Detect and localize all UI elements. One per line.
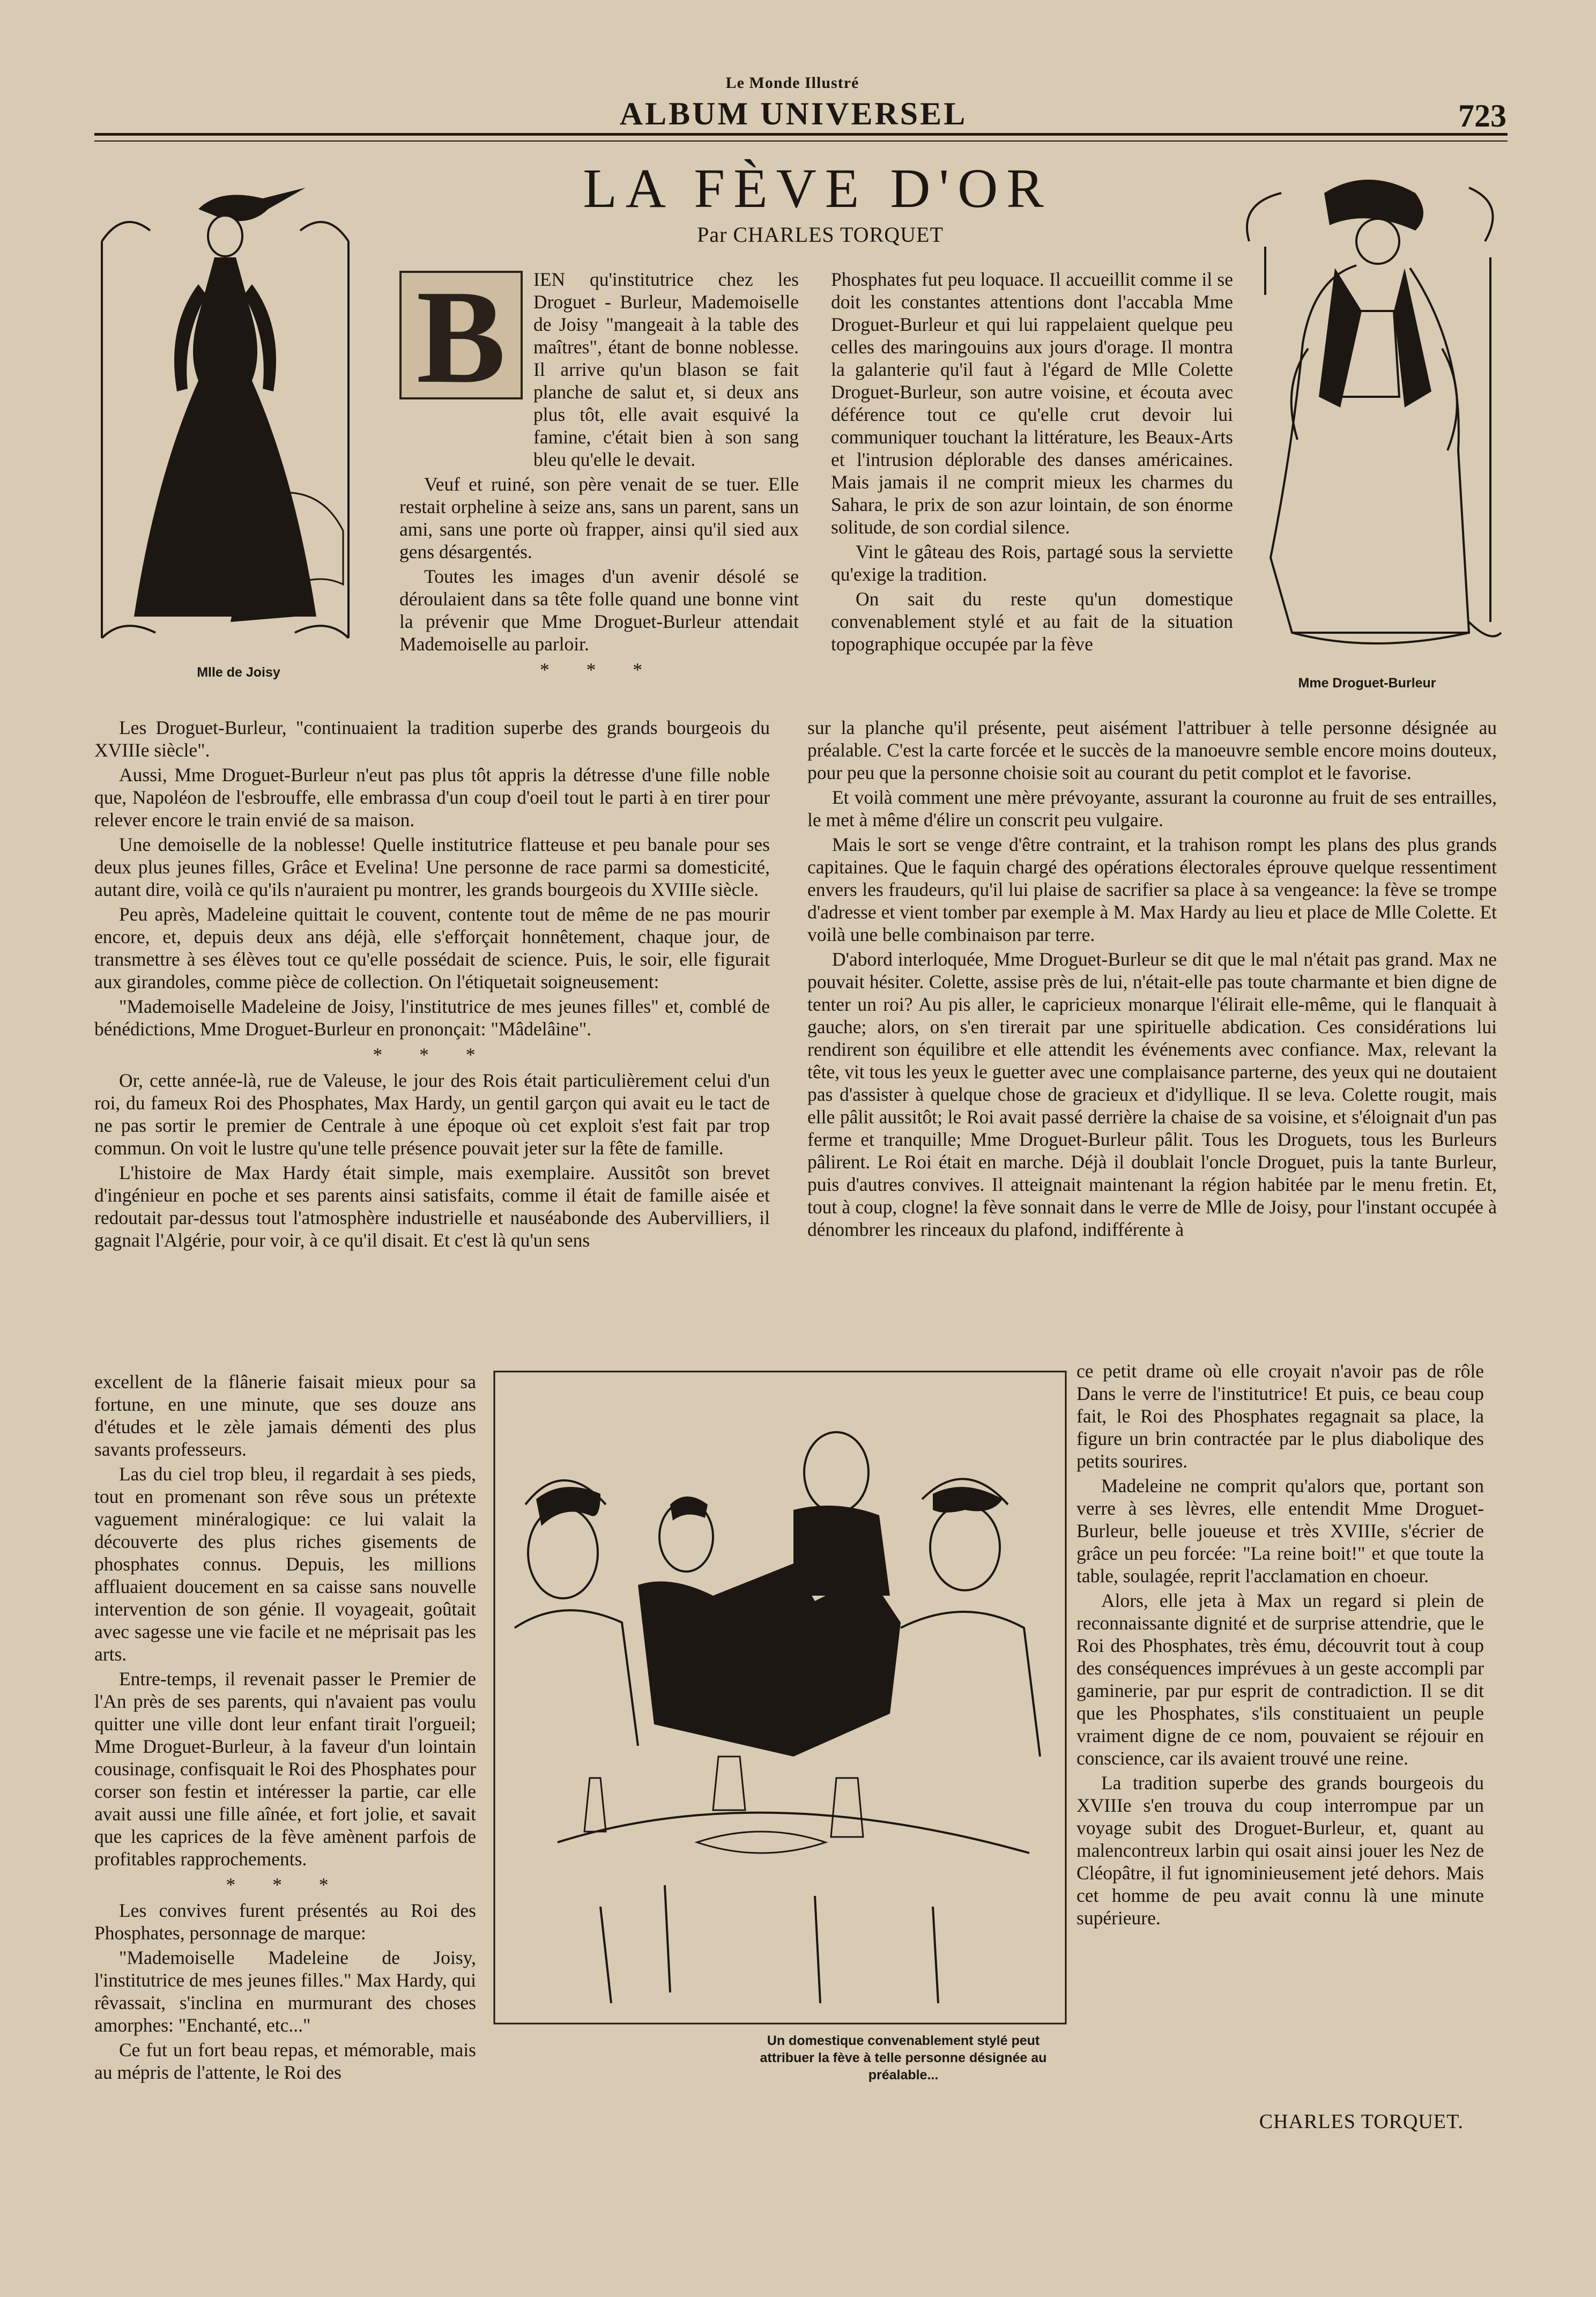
caption-center: Un domestique convenablement stylé peut attribuer la fève à telle personne désignée au préalable... [760, 2033, 1047, 2083]
lead-para-2: Veuf et ruiné, son père venait de se tuer. Elle restait orpheline à seize ans, sans un parent, sans un ami, sans une porte où frapper, ainsi qu'il sied aux gens désargentés. [399, 473, 799, 562]
column-mid-right [831, 268, 1233, 657]
section-break: * * * [373, 1044, 492, 1065]
left-narrow-para-4: Les convives furent présentés au Roi des Phosphates, personnage de marque: [94, 1900, 476, 1944]
masthead-title: ALBUM UNIVERSEL [619, 96, 968, 131]
column-lead [399, 268, 799, 684]
left-narrow-para-5: "Mademoiselle Madeleine de Joisy, l'institutrice de mes jeunes filles." Max Hardy, qui rêvassait, s'inclina en murmurant des choses amorphes: "Enchanté, etc..." [94, 1947, 476, 2036]
column-right [807, 716, 1497, 1243]
masthead-supertitle: Le Monde Illustré [725, 74, 859, 92]
header-rule-thick [94, 133, 1508, 136]
right-narrow-para-2: Madeleine ne comprit qu'alors que, portant son verre à ses lèvres, elle entendit Mme Droguet-Burleur, belle joueuse et très XVIIIe, s'écrier de grâce un peu forcée: "La reine boit!" et que toute la table, soulagée, reprit l'acclamation en choeur. [1077, 1475, 1484, 1587]
illustration-mme-droguet-burleur [1233, 172, 1512, 665]
left-para-5: "Mademoiselle Madeleine de Joisy, l'institutrice de mes jeunes filles" et, comblé de bénédictions, Mme Droguet-Burleur en prononçait: "Mâdelâine". [94, 996, 770, 1040]
mid-right-para-3: On sait du reste qu'un domestique convenablement stylé et au fait de la situation topographique occupée par la fève [831, 588, 1233, 655]
right-narrow-para-3: Alors, elle jeta à Max un regard si plein de reconnaissante dignité et de surprise attendrie, que le Roi des Phosphates, très ému, découvrit tout à coup des conséquences imprévues à un geste accompli par gaminerie, par pur esprit de contradiction. Il se dit que les Phosphates, s'ils constituaient un peuple vraiment digne de ce nom, pouvaient se réjouir en conscience, car ils avaient trouvé une reine. [1077, 1590, 1484, 1769]
section-break: * * * [540, 659, 658, 680]
illustration-dinner-scene [493, 1370, 1067, 2025]
section-break: * * * [226, 1874, 345, 1895]
left-para-6: Or, cette année-là, rue de Valeuse, le jour des Rois était particulièrement celui d'un roi, du fameux Roi des Phosphates, Max Hardy, un gentil garçon qui avait eu le tact de ne pas sortir le premier de Centrale à une époque où cet exploit s'est fait par trop commun. On voit le lustre qu'une telle présence pouvait jeter sur la fête de famille. [94, 1070, 770, 1159]
drop-cap: B [399, 271, 523, 399]
lead-para-1: IEN qu'institutrice chez les Droguet - Burleur, Mademoiselle de Joisy "mangeait à la table des maîtres", étant de bonne noblesse. Il arrive qu'un blason se fait planche de salut et, si deux ans plus tôt, elle avait esquivé la famine, c'était bien à son sang bleu qu'elle le devait. [533, 269, 799, 470]
article-signature: CHARLES TORQUET. [1259, 2110, 1464, 2133]
left-para-1: Les Droguet-Burleur, "continuaient la tradition superbe des grands bourgeois du XVIIIe siècle". [94, 717, 770, 761]
left-narrow-para-3: Entre-temps, il revenait passer le Premier de l'An près de ses parents, qui n'avaient pas voulu quitter une ville dont leur enfant tirait l'orgueil; Mme Droguet-Burleur, à la faveur d'un lointain cousinage, confisquait le Roi des Phosphates pour corser son festin et intéresser la partie, car elle avait aussi une fille aînée, et fort jolie, et savait que les caprices de la fève amènent parfois de profitables rapprochements. [94, 1668, 476, 1870]
lead-para-3: Toutes les images d'un avenir désolé se déroulaient dans sa tête folle quand une bonne vint la prévenir que Mme Droguet-Burleur attendait Mademoiselle au parloir. [399, 566, 799, 655]
column-right-narrow [1077, 1360, 1484, 1931]
right-para-4: D'abord interloquée, Mme Droguet-Burleur se dit que le mal n'était pas grand. Max ne pouvait hésiter. Colette, assise près de lui, n'était-elle pas toute charmante et bien digne de tenter un roi? Au pis aller, le capricieux monarque l'élirait elle-même, qui le flanquait à gauche; alors, on s'en tirerait par une spirituelle abdication. Ces considérations lui rendirent son équilibre et elle attendit les événements avec confiance. Max, relevant la tête, vit tous les yeux le guetter avec une complaisance parterne, des yeux qui ne doutaient pas d'assister à quelque chose de gracieux et d'idyllique. Il se leva. Colette rougit, mais elle pâlit aussitôt; le Roi avait passé derrière la chaise de sa voisine, et s'éloignait d'un pas ferme et tranquille; Mme Droguet-Burleur pâlit. Tous les Droguets, tous les Burleurs pâlirent. Le Roi était en marche. Déjà il doublait l'oncle Droguet, puis la tante Burleur, puis d'autres convives. Il atteignait maintenant la région habitée par le menu fretin. Et, tout à coup, clogne! la fève sonnait dans le verre de Mlle de Joisy, pour l'instant occupée à dénombrer les rinceaux du plafond, indifférente à [807, 949, 1497, 1240]
column-left-narrow [94, 1370, 476, 2086]
column-left [94, 716, 770, 1254]
caption-right: Mme Droguet-Burleur [1298, 676, 1436, 691]
article-title: LA FÈVE D'OR [583, 158, 1052, 219]
right-narrow-para-4: La tradition superbe des grands bourgeois du XVIIIe s'en trouva du coup interrompue par un voyage subit des Droguet-Burleur, et, quant au malencontreux larbin qui osait ainsi jouer les Nez de Cléopâtre, il fut ignominieusement jeté dehors. Mais cet homme de peu avait connu là une minute supérieure. [1077, 1772, 1484, 1929]
right-narrow-para-1: ce petit drame où elle croyait n'avoir pas de rôle Dans le verre de l'institutrice! Et puis, ce beau coup fait, le Roi des Phosphates regagnait sa place, la figure un brin contractée par le plus diabolique des petits sourires. [1077, 1360, 1484, 1472]
page-number: 723 [1458, 98, 1506, 134]
left-narrow-para-6: Ce fut un fort beau repas, et mémorable, mais au mépris de l'attente, le Roi des [94, 2039, 476, 2083]
mid-right-para-1: Phosphates fut peu loquace. Il accueillit comme il se doit les constantes attentions dont l'accabla Mme Droguet-Burleur et qui lui rappelaient quelque peu celles des maringouins aux jours d'orage. Il montra la galanterie qu'il faut à l'égard de Mlle Colette Droguet-Burleur, son autre voisine, et écouta avec déférence tout ce qu'elle crut devoir lui communiquer touchant la littérature, les Beaux-Arts et l'intrusion déplorable des danses américaines. Mais jamais il ne comprit mieux les charmes du Sahara, le prix de son azur lointain, de son énorme solitude, de son cordial silence. [831, 269, 1233, 538]
right-para-2: Et voilà comment une mère prévoyante, assurant la couronne au fruit de ses entrailles, le met à même d'élire un conscrit peu vulgaire. [807, 787, 1497, 831]
left-narrow-para-1: excellent de la flânerie faisait mieux pour sa fortune, en une minute, que ses douze ans d'études et le zèle jamais démenti des plus savants professeurs. [94, 1371, 476, 1460]
left-narrow-para-2: Las du ciel trop bleu, il regardait à ses pieds, tout en promenant son rêve sous un prétexte vaguement minéralogique: ce lui valait la découverte des plus riches gisements de phosphates connus. Depuis, les millions affluaient doucement en sa caisse sans nouvelle intervention de son génie. Il voyageait, goûtait avec sagesse une vie facile et ne méprisait pas les arts. [94, 1463, 476, 1665]
right-para-3: Mais le sort se venge d'être contraint, et la trahison rompt les plans des plus grands capitaines. Que le faquin chargé des opérations électorales éprouve quelque ressentiment envers les fraudeurs, qu'il lui plaise de sacrifier sa place à sa vengeance: la fève se trompe d'adresse et vient tomber par exemple à M. Max Hardy au lieu et place de Mlle Colette. Et voilà une belle combinaison par terre. [807, 834, 1497, 945]
caption-left: Mlle de Joisy [197, 665, 280, 680]
header-rule-thin [94, 140, 1508, 142]
left-para-3: Une demoiselle de la noblesse! Quelle institutrice flatteuse et peu banale pour ses deux plus jeunes filles, Grâce et Evelina! Une personne de race parmi sa domesticité, autant dire, voilà ce qu'ils n'auraient pu montrer, les grands bourgeois du XVIIIe siècle. [94, 834, 770, 900]
article-byline: Par CHARLES TORQUET [697, 223, 944, 247]
illustration-mlle-de-joisy [91, 177, 359, 660]
left-para-4: Peu après, Madeleine quittait le couvent, contente tout de même de ne pas mourir encore, et, depuis deux ans déjà, elle s'efforçait honnêtement, chaque jour, de transmettre à ses élèves tout ce qu'elle possédait de science. Puis, le soir, elle figurait aux girandoles, comme pièce de collection. On l'étiquetait soigneusement: [94, 903, 770, 992]
right-para-1: sur la planche qu'il présente, peut aisément l'attribuer à telle personne désignée au préalable. C'est la carte forcée et le succès de la manoeuvre semble encore moins douteux, pour peu que la personne choisie soit au courant du petit complot et le favorise. [807, 717, 1497, 783]
left-para-7: L'histoire de Max Hardy était simple, mais exemplaire. Aussitôt son brevet d'ingénieur en poche et ses parents ainsi satisfaits, comme il était de famille aisée et redoutait par-dessus tout l'atmosphère industrielle et nauséabonde des Aubervilliers, il gagnait l'Algérie, pour voir, à ce qu'il disait. Et c'est là qu'un sens [94, 1162, 770, 1251]
left-para-2: Aussi, Mme Droguet-Burleur n'eut pas plus tôt appris la détresse d'une fille noble que, Napoléon de l'esbrouffe, elle embrassa d'un coup d'oeil tout le parti à en tirer pour relever encore le train envié de sa maison. [94, 764, 770, 831]
mid-right-para-2: Vint le gâteau des Rois, partagé sous la serviette qu'exige la tradition. [831, 541, 1233, 585]
